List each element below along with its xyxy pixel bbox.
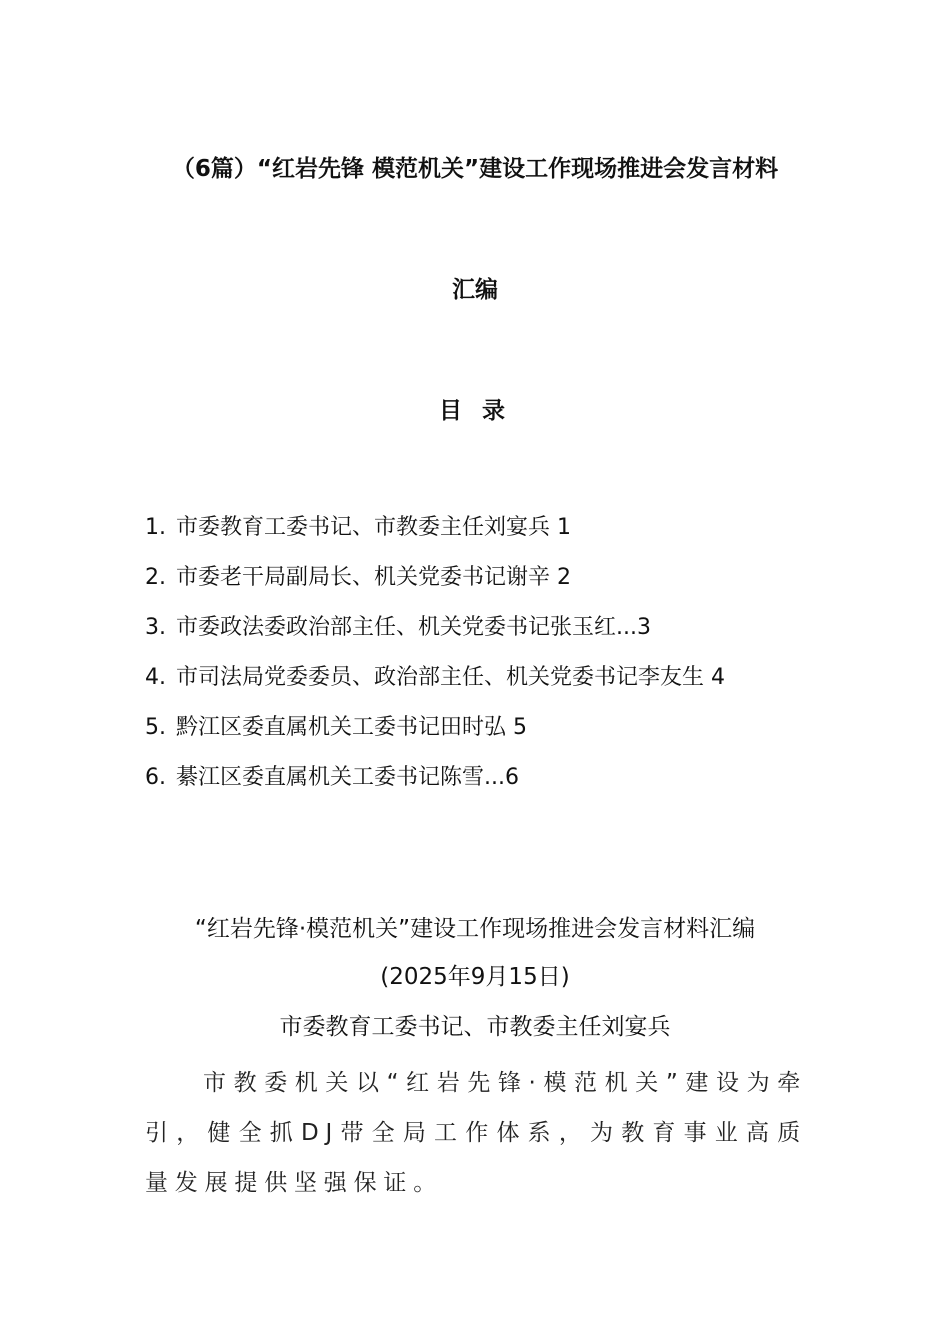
body-paragraph: 市教委机关以“红岩先锋·模范机关”建设为牵引，健全抓DJ带全局工作体系，为教育事业高质量发展提供坚强保证。	[145, 1070, 807, 1196]
toc-item-number: 6.	[145, 765, 166, 790]
toc-item[interactable]	[145, 760, 725, 810]
toc-item-text: 市委老干局副局长、机关党委书记谢辛 2	[176, 565, 571, 590]
toc-item-text: 市委教育工委书记、市教委主任刘宴兵 1	[176, 515, 571, 540]
section-date: (2025年9月15日)	[380, 964, 570, 990]
document-title: （6篇）“红岩先锋 模范机关”建设工作现场推进会发言材料	[171, 156, 779, 182]
toc-item-text: 市司法局党委委员、政治部主任、机关党委书记李友生 4	[176, 665, 725, 690]
toc-item-number: 5.	[145, 715, 166, 740]
section-title: “红岩先锋·模范机关”建设工作现场推进会发言材料汇编	[194, 916, 756, 942]
toc-item-number: 3.	[145, 615, 166, 640]
toc-item-text: 黔江区委直属机关工委书记田时弘 5	[176, 715, 527, 740]
toc-item[interactable]	[145, 610, 725, 660]
table-of-contents	[145, 510, 725, 810]
document-title-continued: 汇编	[452, 277, 498, 303]
toc-item[interactable]	[145, 660, 725, 710]
toc-item-text: 市委政法委政治部主任、机关党委书记张玉红...3	[176, 615, 651, 640]
toc-item-text: 綦江区委直属机关工委书记陈雪...6	[176, 765, 519, 790]
toc-item[interactable]	[145, 710, 725, 760]
toc-item-number: 4.	[145, 665, 166, 690]
section-speaker: 市委教育工委书记、市教委主任刘宴兵	[279, 1014, 671, 1040]
toc-heading: 目 录	[438, 398, 511, 424]
toc-item-number: 2.	[145, 565, 166, 590]
toc-item[interactable]	[145, 510, 725, 560]
toc-item-number: 1.	[145, 515, 166, 540]
toc-item[interactable]	[145, 560, 725, 610]
